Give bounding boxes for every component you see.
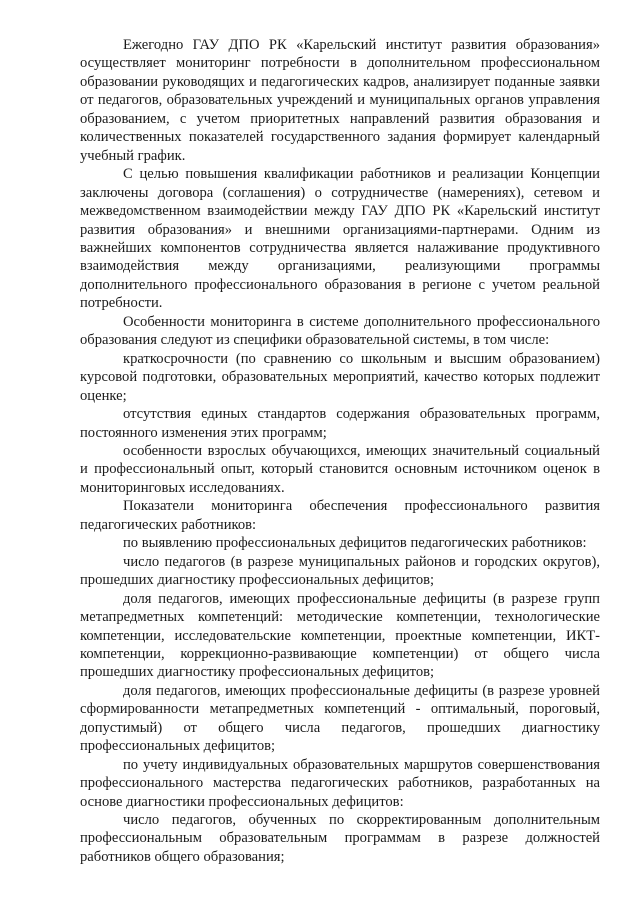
paragraph-feature-adult-learners: особенности взрослых обучающихся, имеющих значительный социальный и профессиональный опыт, который становится основным источником оценок в мониторинговых исследованиях.	[80, 442, 600, 496]
paragraph-share-by-competence-groups: доля педагогов, имеющих профессиональные дефициты (в разрезе групп метапредметных компетенций: методические компетенции, технологические компетенции, исследовательские компетенции, проектные компетенции, ИКТ-компетенции, коррекционно-развивающие компетенции) от общего числа прошедших диагностику профессиональных дефицитов;	[80, 590, 600, 681]
paragraph-routes-heading: по учету индивидуальных образовательных маршрутов совершенствования профессионального мастерства педагогических работников, разработанных на основе диагностики профессиональных дефицитов:	[80, 756, 600, 810]
paragraph-indicators-heading: Показатели мониторинга обеспечения профессионального развития педагогических работников:	[80, 498, 600, 533]
paragraph-cooperation: С целью повышения квалификации работников и реализации Концепции заключены договора (соглашения) о сотрудничестве (намерениях), сетевом и межведомственном взаимодействии между ГАУ ДПО РК «Карельский институт развития образования» и внешними организациями-партнерами. Одним из важнейших компонентов сотрудничества является налаживание продуктивного взаимодействия между организациями, реализующими программы дополнительного профессионального образования в регионе с учетом реальной потребности.	[80, 166, 600, 312]
paragraph-feature-no-standards: отсутствия единых стандартов содержания образовательных программ, постоянного изменения этих программ;	[80, 406, 600, 441]
paragraph-teachers-diagnosed: число педагогов (в разрезе муниципальных районов и городских округов), прошедших диагностику профессиональных дефицитов;	[80, 553, 600, 589]
paragraph-monitoring-features: Особенности мониторинга в системе дополнительного профессионального образования следуют из специфики образовательной системы, в том числе:	[80, 313, 600, 349]
paragraph-monitoring-intro: Ежегодно ГАУ ДПО РК «Карельский институт развития образования» осуществляет мониторинг потребности в дополнительном профессиональном образовании руководящих и педагогических кадров, анализирует поданные заявки от педагогов, образовательных учреждений и муниципальных органов управления образованием, с учетом приоритетных направлений развития образования и количественных показателей государственного задания формирует календарный учебный график.	[80, 37, 600, 164]
paragraph-deficits-heading: по выявлению профессиональных дефицитов педагогических работников:	[123, 535, 587, 552]
paragraph-share-by-levels: доля педагогов, имеющих профессиональные дефициты (в разрезе уровней сформированности метапредметных компетенций - оптимальный, пороговый, допустимый) от общего числа педагогов, прошедших диагностику профессиональных дефицитов;	[80, 682, 600, 755]
paragraph-feature-short-term: краткосрочности (по сравнению со школьным и высшим образованием) курсовой подготовки, образовательных мероприятий, качество которых подлежит оценке;	[80, 350, 600, 404]
paragraph-teachers-trained: число педагогов, обученных по скорректированным дополнительным профессиональным образовательным программам в разрезе должностей работников общего образования;	[80, 812, 600, 865]
